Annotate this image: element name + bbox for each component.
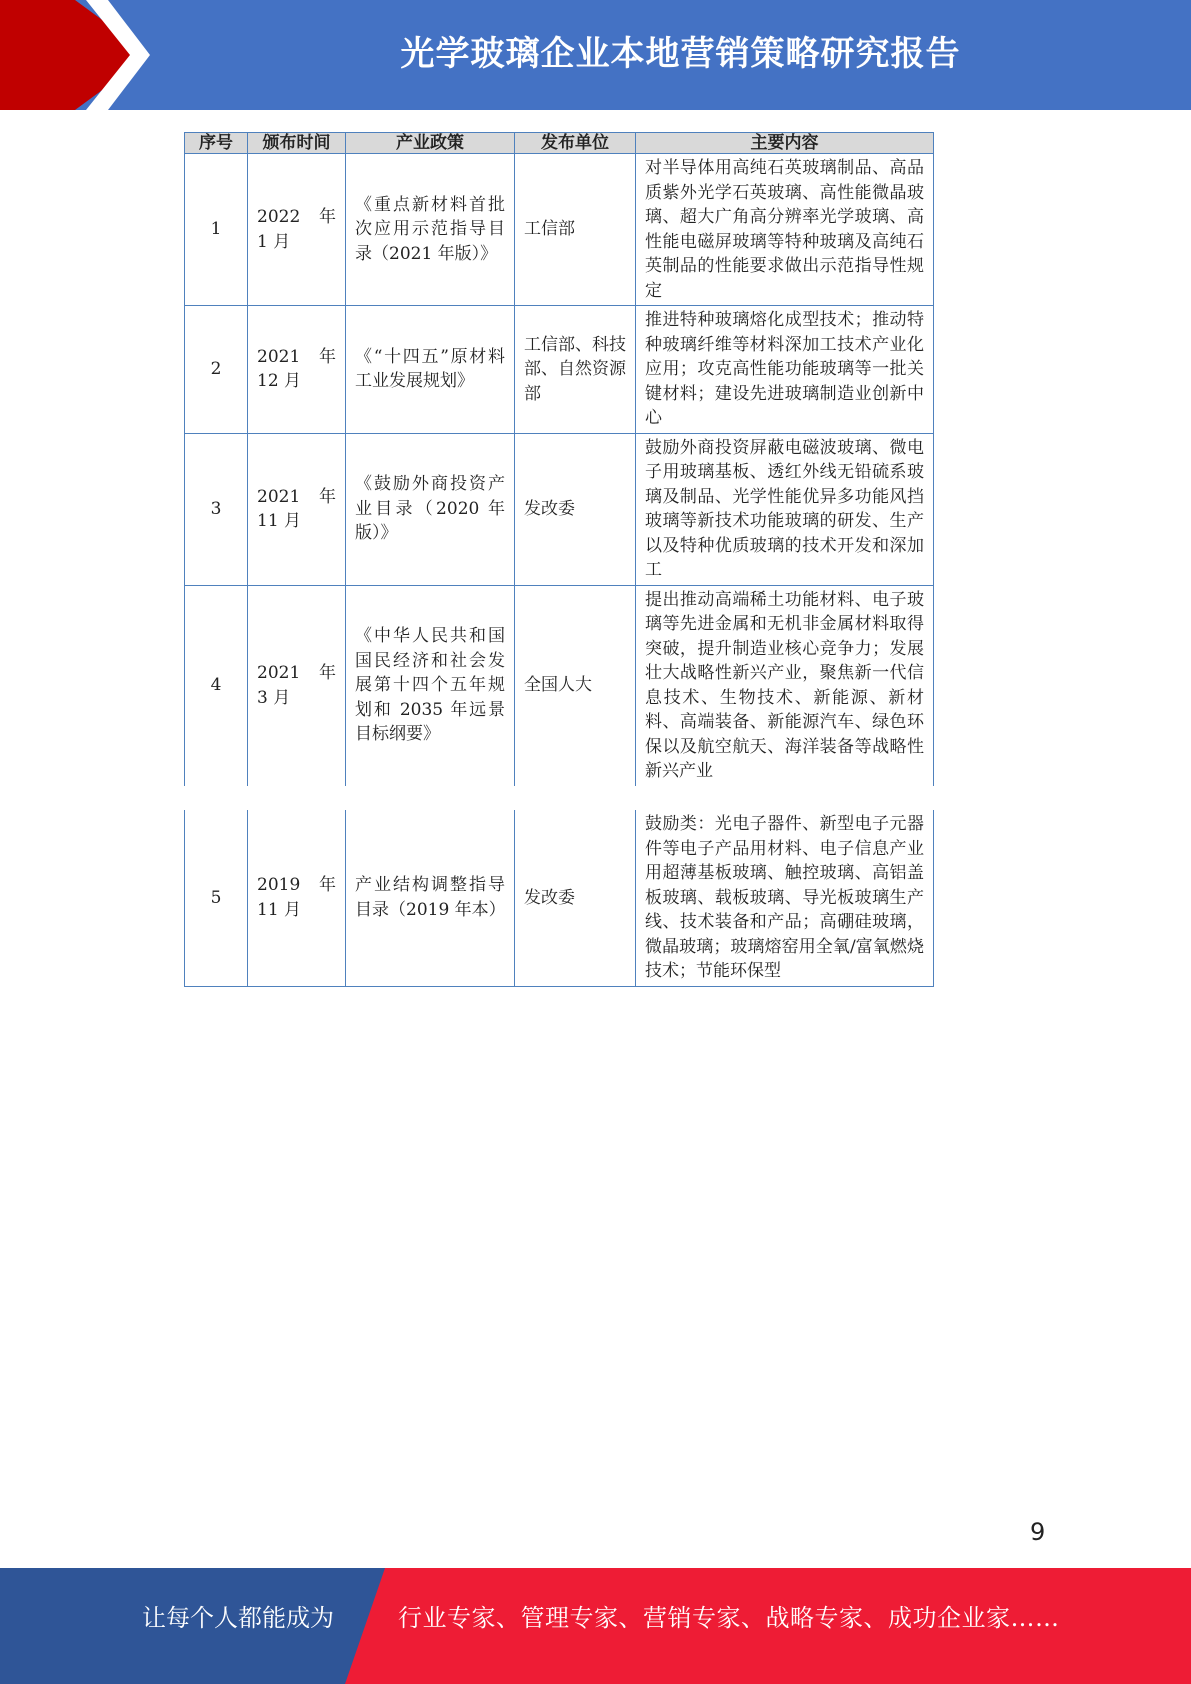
cell-no: 4 bbox=[185, 585, 248, 786]
table-row bbox=[185, 306, 934, 434]
col-header-policy: 产业政策 bbox=[346, 133, 515, 154]
table-row bbox=[185, 433, 934, 585]
cell-policy: 《中华人民共和国国民经济和社会发展第十四个五年规划和 2035 年远景目标纲要》 bbox=[346, 585, 515, 786]
cell-policy: 《鼓励外商投资产业目录（2020 年版）》 bbox=[346, 433, 515, 585]
cell-no: 2 bbox=[185, 306, 248, 434]
header-title: 光学玻璃企业本地营销策略研究报告 bbox=[400, 34, 961, 74]
cell-no: 3 bbox=[185, 433, 248, 585]
policy-table-part-2 bbox=[184, 810, 933, 987]
col-header-unit: 发布单位 bbox=[515, 133, 636, 154]
table-header-row bbox=[185, 133, 934, 154]
page-footer bbox=[0, 1568, 1191, 1684]
col-header-date: 颁布时间 bbox=[248, 133, 346, 154]
cell-date: 2021 年 11 月 bbox=[248, 433, 346, 585]
page-header bbox=[0, 0, 1191, 110]
cell-date: 2021 年 12 月 bbox=[248, 306, 346, 434]
cell-policy: 《重点新材料首批次应用示范指导目录（2021 年版）》 bbox=[346, 154, 515, 306]
cell-policy: 《“十四五”原材料工业发展规划》 bbox=[346, 306, 515, 434]
cell-no: 5 bbox=[185, 810, 248, 986]
cell-no: 1 bbox=[185, 154, 248, 306]
col-header-no: 序号 bbox=[185, 133, 248, 154]
cell-content: 对半导体用高纯石英玻璃制品、高品质紫外光学石英玻璃、高性能微晶玻璃、超大广角高分辨率光学玻璃、高性能电磁屏玻璃等特种玻璃及高纯石英制品的性能要求做出示范指导性规定 bbox=[636, 154, 934, 306]
footer-slogan-right: 行业专家、管理专家、营销专家、战略专家、成功企业家…… bbox=[398, 1604, 1060, 1632]
cell-content: 鼓励外商投资屏蔽电磁波玻璃、微电子用玻璃基板、透红外线无铅硫系玻璃及制品、光学性能优异多功能风挡玻璃等新技术功能玻璃的研发、生产以及特种优质玻璃的技术开发和深加工 bbox=[636, 433, 934, 585]
page-number: 9 bbox=[1030, 1518, 1046, 1546]
table-row bbox=[185, 585, 934, 786]
table-row bbox=[185, 810, 934, 986]
cell-date: 2021 年 3 月 bbox=[248, 585, 346, 786]
cell-date: 2019 年 11 月 bbox=[248, 810, 346, 986]
cell-unit: 工信部 bbox=[515, 154, 636, 306]
col-header-content: 主要内容 bbox=[636, 133, 934, 154]
cell-unit: 发改委 bbox=[515, 433, 636, 585]
cell-date: 2022 年 1 月 bbox=[248, 154, 346, 306]
footer-slogan-left: 让每个人都能成为 bbox=[142, 1604, 334, 1632]
cell-unit: 全国人大 bbox=[515, 585, 636, 786]
cell-content: 鼓励类：光电子器件、新型电子元器件等电子产品用材料、电子信息产业用超薄基板玻璃、触控玻璃、高铝盖板玻璃、载板玻璃、导光板玻璃生产线、技术装备和产品；高硼硅玻璃，微晶玻璃；玻璃熔窑用全氧/富氧燃烧技术；节能环保型 bbox=[636, 810, 934, 986]
cell-policy: 产业结构调整指导目录（2019 年本） bbox=[346, 810, 515, 986]
cell-content: 提出推动高端稀土功能材料、电子玻璃等先进金属和无机非金属材料取得突破，提升制造业核心竞争力；发展壮大战略性新兴产业，聚焦新一代信息技术、生物技术、新能源、新材料、高端装备、新能源汽车、绿色环保以及航空航天、海洋装备等战略性新兴产业 bbox=[636, 585, 934, 786]
cell-unit: 工信部、科技部、自然资源部 bbox=[515, 306, 636, 434]
cell-content: 推进特种玻璃熔化成型技术；推动特种玻璃纤维等材料深加工技术产业化应用；攻克高性能功能玻璃等一批关键材料；建设先进玻璃制造业创新中心 bbox=[636, 306, 934, 434]
table-row bbox=[185, 154, 934, 306]
policy-table-part-1 bbox=[184, 132, 933, 786]
cell-unit: 发改委 bbox=[515, 810, 636, 986]
